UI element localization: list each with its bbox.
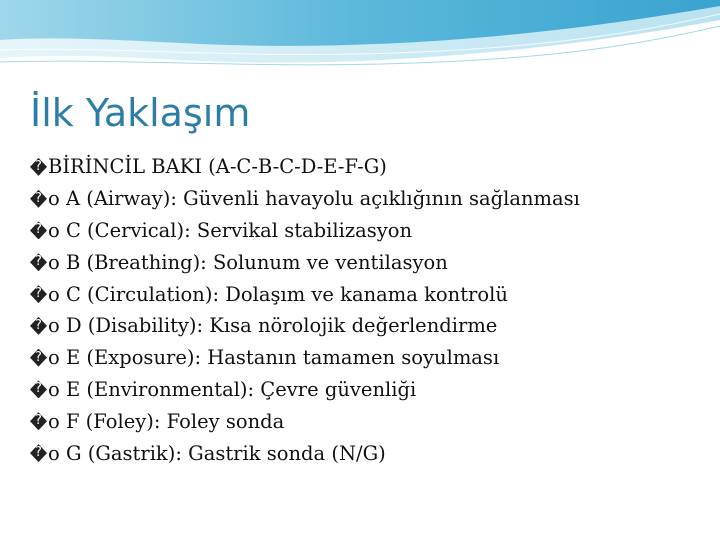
list-item — [30, 278, 580, 310]
list-item — [30, 183, 580, 215]
list-item-text: o E (Environmental): Çevre güvenliği — [48, 377, 417, 401]
list-item-text: o C (Cervical): Servikal stabilizasyon — [48, 218, 413, 242]
list-item — [30, 246, 580, 278]
list-item-text: o F (Foley): Foley sonda — [48, 409, 285, 433]
list-item — [30, 405, 580, 437]
header-wave-decoration — [0, 0, 720, 80]
list-item — [30, 215, 580, 247]
list-item-text: o E (Exposure): Hastanın tamamen soyulması — [48, 346, 500, 370]
list-item — [30, 342, 580, 374]
missing-glyph-icon — [30, 190, 47, 208]
list-item-text: o G (Gastrik): Gastrik sonda (N/G) — [48, 441, 386, 465]
missing-glyph-icon — [30, 349, 47, 367]
missing-glyph-icon — [30, 221, 47, 239]
list-item — [30, 310, 580, 342]
list-item-text: BİRİNCİL BAKI (A-C-B-C-D-E-F-G) — [48, 155, 387, 179]
missing-glyph-icon — [30, 253, 47, 271]
list-item-text: o C (Circulation): Dolaşım ve kanama kontrolü — [48, 282, 508, 306]
missing-glyph-icon — [30, 317, 47, 335]
list-item-text: o D (Disability): Kısa nörolojik değerlendirme — [48, 314, 498, 338]
missing-glyph-icon — [30, 412, 47, 430]
bullet-list — [30, 151, 580, 469]
list-item — [30, 151, 580, 183]
list-item — [30, 437, 580, 469]
list-item-text: o A (Airway): Güvenli havayolu açıklığının sağlanması — [48, 187, 580, 211]
missing-glyph-icon — [30, 285, 47, 303]
list-item-text: o B (Breathing): Solunum ve ventilasyon — [48, 250, 448, 274]
slide-title: İlk Yaklaşım — [30, 91, 251, 135]
list-item — [30, 374, 580, 406]
missing-glyph-icon — [30, 444, 47, 462]
missing-glyph-icon — [30, 158, 47, 176]
missing-glyph-icon — [30, 380, 47, 398]
